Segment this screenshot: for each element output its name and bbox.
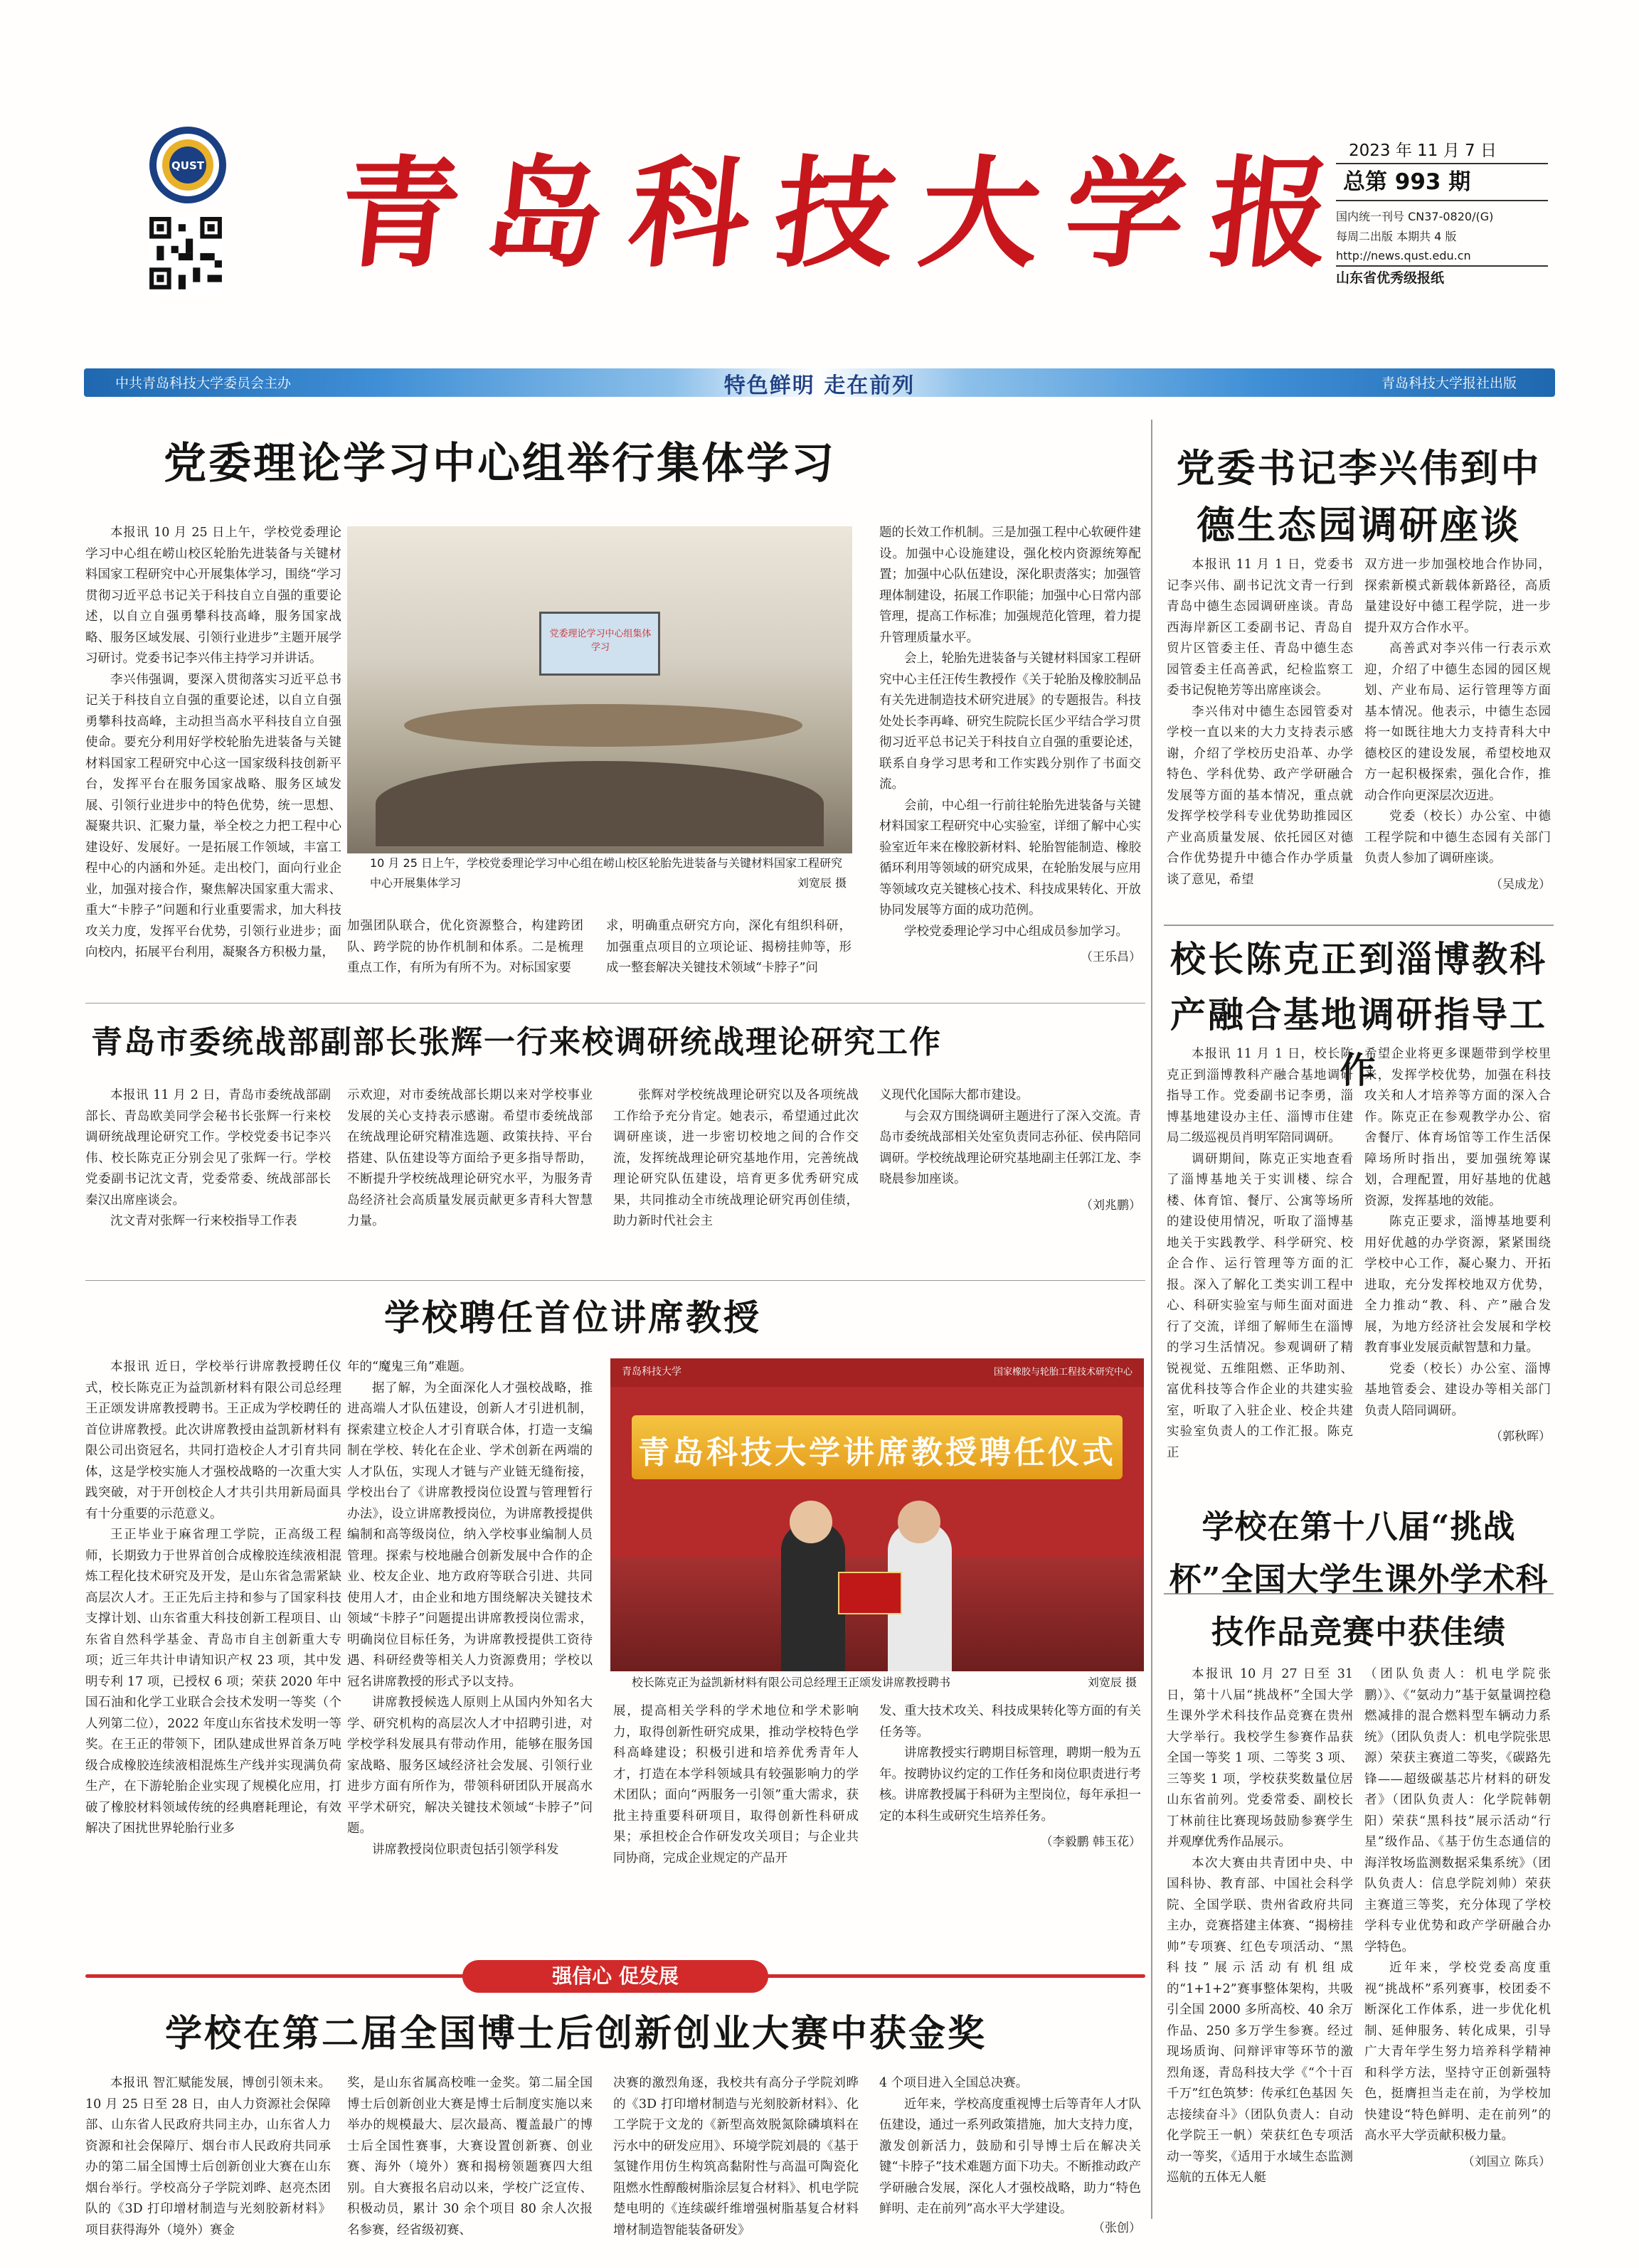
article5-col2: 年的“魔鬼三角”难题。 据了解，为全面深化人才强校战略，推进高端人才队伍建设，创新人才引进机制，探索建立校企人才引育联合体，打造一支编制在学校、转化在企业、学术创新在两端的人才队伍，实现人才链与产业链无缝衔接，学校出台了《讲席教授岗位设置与管理暂行办法》，设立讲席教授岗位，为讲席教授提供编制和高等级岗位，纳入学校事业编制人员管理。探索与校地融合创新发展中合作的企业、校友企业、地方政府等联合引进、共同使用人才，由企业和地方围绕解决关键技术领域“卡脖子”问题提出讲席教授岗位需求，明确岗位目标任务，为讲席教授提供工资待遇、科研经费等相关人力资源费用；学校以冠名讲席教授的形式予以支持。 讲席教授候选人原则上从国内外知名大学、研究机构的高层次人才中招聘引进，对学校学科发展具有带动作用，能够在服务国家战略、服务区域经济社会发展、引领行业进步方面有所作为，带领科研团队开展高水平学术研究，解决关键技术领域“卡脖子”问题。 讲席教授岗位职责包括引领学科发 [347,1360,593,1857]
ceremony-screen-logo: 青岛科技大学 [622,1366,681,1378]
article4-col3: 张辉对学校统战理论研究以及各项统战工作给予充分肯定。她表示，希望通过此次调研座谈，进一步密切校地之间的合作交流，发挥统战理论研究基地作用，完善统战理论研究队伍建设，培育更多优秀研究成果，共同推动全市统战理论研究再创佳绩，助力新时代社会主 [613,1088,859,1228]
issue-info-box [1336,139,1548,324]
article5-col3: 展，提高相关学科的学术地位和学术影响力，取得创新性研究成果，推动学校特色学科高峰建设；积极引进和培养优秀青年人才，打造在本学科领域具有较强影响力的学术团队；面向“两服务一引领”重大需求，获批主持重要科研项目，取得创新性科研成果；承担校企合作研发攻关项目；与企业共同协商，完成企业规定的产品开 [613,1704,859,1865]
ceremony-photo-caption: 校长陈克正为益凯新材料有限公司总经理王正颂发讲席教授聘书 刘宽辰 摄 [632,1673,1137,1693]
photo-credit: 刘宽辰 摄 [1087,1676,1137,1689]
article3-title: 校长陈克正到淄博教科产融合基地调研指导工作 [1170,938,1547,1091]
ceremony-screen-title: 青岛科技大学讲席教授聘任仪式 [638,1434,1116,1471]
ceremony-screen-right: 国家橡胶与轮胎工程技术研究中心 [993,1367,1133,1378]
article2-col1: 本报讯 11 月 1 日，党委书记李兴伟、副书记沈文青一行到青岛中德生态园调研座谈。青岛西海岸新区工委副书记、青岛自贸片区管委主任、青岛中德生态园管委主任高善武，纪检监察工委书记倪艳芳等出席座谈会。 李兴伟对中德生态园管委对学校一直以来的大力支持表示感谢，介绍了学校历史沿革、办学特色、学科优势、政产学研融合发展等方面的基本情况，重点就发挥学校学科专业优势助推园区产业高质量发展、依托园区对德合作优势提升中德合作办学质量谈了意见，希望 [1167,558,1353,887]
issue-date: 2023 年 11 月 7 日 [1349,142,1497,160]
masthead-banner [84,368,1555,397]
article2-title: 党委书记李兴伟到中德生态园调研座谈 [1176,445,1542,548]
article2-signature: （吴成龙） [1490,877,1551,892]
article4-col2: 示欢迎，对市委统战部长期以来对学校事业发展的关心支持表示感谢。希望市委统战部在统战理论研究精准选题、政策扶持、平台搭建、队伍建设等方面给予更多指导帮助，不断提升学校统战理论研究水平，为服务青岛经济社会高质量发展贡献更多青科大智慧力量。 [347,1088,593,1228]
sponsor-text: 中共青岛科技大学委员会主办 [115,376,292,391]
divider [1151,420,1152,2219]
divider [85,1280,1145,1281]
cn-number: 国内统一刊号 CN37-0820/(G) [1336,210,1494,223]
publish-frequency: 每周二出版 本期共 4 版 [1336,230,1457,243]
article3-signature: （郭秋晖） [1490,1430,1551,1444]
article1-signature: （王乐昌） [1081,950,1141,964]
article1-para: 李兴伟强调，要深入贯彻落实习近平总书记关于科技自立自强的重要论述，以自立自强勇攀科技高峰，主动担当高水平科技自立自强使命。要充分利用好学校轮胎先进装备与关键材料国家工程研究中心这一国家级科技创新平台，发挥平台在服务国家战略、服务区域发展、引领行业进步中的特色优势，统一思想、凝聚共识、汇聚力量，举全校之力把工程中心建设好、发展好。一是拓展工作领域，丰富工程中心的内涵和外延。走出校门，面向行业企业，加强对接合作，聚焦解决国家重大需求、重大“卡脖子”问题和行业重要需求，加大科技攻关力度，发挥平台优势，引领行业进步；面向校内，拓展平台利用，凝聚各方积极力量， [85,672,341,959]
issue-number: 总第 993 期 [1336,163,1548,201]
article1-para: 本报讯 10 月 25 日上午，学校党委理论学习中心组在崂山校区轮胎先进装备与关键材料国家工程研究中心开展集体学习，围绕“学习贯彻习近平总书记关于科技自立自强的重要论述，以自立自强勇攀科技高峰，服务国家战略、服务区域发展、引领行业进步”主题开展学习研讨。党委书记李兴伟主持学习并讲话。 [85,526,341,666]
meeting-photo [347,526,852,853]
masthead [0,0,1639,370]
article5-col1: 本报讯 近日，学校举行讲席教授聘任仪式，校长陈克正为益凯新材料有限公司总经理王正颂发讲席教授聘书。王正成为学校聘任的首位讲席教授。此次讲席教授由益凯新材料有限公司出资冠名，共同打造校企人才引育共同体，这是学校实施人才强校战略的一次重大实践突破，对于开创校企人才共引共用新局面具有十分重要的示范意义。 王正毕业于麻省理工学院，正高级工程师，长期致力于世界首创合成橡胶连续液相混炼工程化技术研究及开发，是山东省急需紧缺高层次人才。王正先后主持和参与了国家科技支撑计划、山东省重大科技创新工程项目、山东省自然科学基金、青岛市自主创新重大专项；近三年共计申请知识产权 23 项，其中发明专利 17 项，已授权 6 项；荣获 2020 年中国石油和化学工业联合会技术发明一等奖（个人列第二位），2022 年度山东省技术发明一等奖。在王正的带领下，团队建成世界首条万吨级合成橡胶连续液相混炼生产线并实现满负荷生产，在下游轮胎企业实现了规模化应用，打破了橡胶材料领域传统的经典磨耗理论，有效解决了困扰世界轮胎行业多 [85,1360,341,1836]
article3-col2: 希望企业将更多课题带到学校里来，发挥学校优势，加强在科技攻关和人才培养等方面的深入合作。陈克正在参观教学办公、宿舍餐厅、体育场馆等工作生活保障场所时指出，要加强统筹谋划，合理配置，用好基地的优越资源，发挥基地的效能。 陈克正要求，淄博基地要利用好优越的办学资源，紧紧围绕学校中心工作，凝心聚力、开拓进取，充分发挥校地双方优势，全力推动“教、科、产”融合发展，为地方经济社会发展和学校教育事业发展贡献智慧和力量。 党委（校长）办公室、淄博基地管委会、建设办等相关部门负责人陪同调研。 （郭秋晖） [1364,1044,1551,1755]
photo-credit: 刘宽辰 摄 [797,876,847,890]
article4-signature: （刘兆鹏） [1081,1198,1141,1213]
ceremony-photo [610,1358,1144,1671]
masthead-title: 青岛科技大学报 [332,143,1364,284]
article7-col3: 决赛的激烈角逐，我校共有高分子学院刘晔的《3D 打印增材制造与光刻胶新材料》、化工学院于文龙的《新型高效脱氮除磷填料在污水中的研发应用》、环境学院刘晨的《基于氢键作用仿生构筑高黏附性与高温可陶瓷化阻燃水性醇酸树脂涂层复合材料》、机电学院楚电明的《连续碳纤维增强树脂基复合材料增材制造智能装备研发》 [613,2076,859,2237]
university-seal-icon [148,125,228,205]
ribbon-label: 强信心 促发展 [462,1960,768,1993]
slogan: 特色鲜明 走在前列 [723,373,916,398]
article7-col2: 奖，是山东省属高校唯一金奖。第二届全国博士后创新创业大赛是博士后制度实施以来举办的规模最大、层次最高、覆盖最广的博士后全国性赛事，大赛设置创新赛、创业赛、海外（境外）赛和揭榜领题赛四大组别。自大赛报名启动以来，学校广泛宣传、积极动员，累计 30 余个项目 80 余人次报名参赛，经省级初赛、 [347,2076,593,2237]
article1-title: 党委理论学习中心组举行集体学习 [164,439,836,489]
article7-title: 学校在第二届全国博士后创新创业大赛中获金奖 [165,2012,987,2055]
qr-code-icon [149,217,222,297]
article1-col1 [85,523,341,1170]
article7-col1: 本报讯 智汇赋能发展，博创引领未来。10 月 25 日至 28 日，由人力资源社会保障部、山东省人民政府共同主办，山东省人力资源和社会保障厅、烟台市人民政府共同承办的第二届全国博士后创新创业大赛在山东烟台举行。学校高分子学院刘晔、赵亮杰团队的《3D 打印增材制造与光刻胶新材料》项目获得海外（境外）赛金 [85,2076,331,2237]
article4-title: 青岛市委统战部副部长张辉一行来校调研统战理论研究工作 [91,1024,942,1060]
article2-col2: 双方进一步加强校地合作协同，探索新模式新载体新路径，高质量建设好中德工程学院，进一步提升双方合作水平。 高善武对李兴伟一行表示欢迎，介绍了中德生态园的园区规划、产业布局、运行管理等方面基本情况。他表示，中德生态园将一如既往地大力支持青科大中德校区的建设发展，希望校地双方一起积极探索，强化合作，推动合作向更深层次迈进。 党委（校长）办公室、中德工程学院和中德生态园有关部门负责人参加了调研座谈。 （吴成龙） [1364,555,1551,910]
article4-col4: 义现代化国际大都市建设。 与会双方围绕调研主题进行了深入交流。青岛市委统战部相关处室负责同志孙征、侯冉陪同调研。学校统战理论研究基地副主任郭江龙、李晓晨参加座谈。 （刘兆鹏） [879,1085,1141,1277]
article5-title: 学校聘任首位讲席教授 [384,1297,761,1338]
article4-col1: 本报讯 11 月 2 日，青岛市委统战部副部长、青岛欧美同学会秘书长张辉一行来校调研统战理论研究工作。学校党委书记李兴伟、校长陈克正分别会见了张辉一行。学校党委副书记沈文青，党委常委、统战部部长秦汉出席座谈会。 沈文青对张辉一行来校指导工作表 [85,1088,331,1228]
article6-col2: （团队负责人：机电学院张鹏）》、《“氨动力”基于氨量调控稳燃减排的混合燃料型车辆动力系统》（团队负责人：机电学院张思源）荣获主赛道二等奖，《碳路先锋——超级碳基芯片材料的研发者》（团队负责人：化学院韩朝阳）荣获“黑科技”展示活动“行星”级作品、《基于仿生态通信的海洋牧场监测数据采集系统》（团队负责人：信息学院刘帅）荣获主赛道三等奖，充分体现了学校学科专业优势和政产学研融合办学特色。 近年来，学校党委高度重视“挑战杯”系列赛事，校团委不断深化工作体系，进一步优化机制、延伸服务、转化成果，引导广大青年学生努力培养科学精神和科学方法，坚持守正创新强特色，挺膺担当走在前，为学校加快建设“特色鲜明、走在前列”的高水平大学贡献积极力量。 （刘国立 陈兵） [1364,1664,1551,2219]
article7-signature: （张创） [1093,2220,1141,2235]
article5-col4: 发、重大技术攻关、科技成果转化等方面的有关任务等。 讲席教授实行聘期目标管理，聘期一般为五年。按聘协议约定的工作任务和岗位职责进行考核。讲席教授属于科研为主型岗位，每年承担一定的本科生或研究生培养任务。 （李毅鹏 韩玉花） [879,1701,1141,1950]
meeting-screen-text: 党委理论学习中心组集体学习 [549,629,652,653]
article6-signature: （刘国立 陈兵） [1462,2154,1551,2169]
publisher-text: 青岛科技大学报社出版 [1381,376,1517,391]
website-url: http://news.qust.edu.cn [1336,249,1471,262]
article6-title: 学校在第十八届“挑战杯”全国大学生课外学术科技作品竞赛中获佳绩 [1169,1508,1549,1651]
article6-col1: 本报讯 10 月 27 日至 31 日，第十八届“挑战杯”全国大学生课外学术科技作品竞赛在贵州大学举行。我校学生参赛作品获全国一等奖 1 项、二等奖 3 项、三等奖 1 项，学校获奖数量位居山东省前列。党委常委、副校长丁林前往比赛现场鼓励参赛学生并观摩优秀作品展示。 本次大赛由共青团中央、中国科协、教育部、中国社会科学院、全国学联、贵州省政府共同主办，竞赛搭建主体赛、“揭榜挂帅”专项赛、红色专项活动、“黑科技”展示活动有机组成的“1+1+2”赛事整体架构，共吸引全国 2000 多所高校、40 余万作品、250 多万学生参赛。经过现场质询、问辩评审等环节的激烈角逐，青岛科技大学《“个十百千万”红色筑梦：传承红色基因 矢志接续奋斗》（团队负责人：自动化学院王一帆）荣获红色专项活动一等奖，《适用于水域生态监测巡航的五体无人艇 [1167,1667,1353,2185]
article7-col4: 4 个项目进入全国总决赛。 近年来，学校高度重视博士后等青年人才队伍建设，通过一系列政策措施，加大支持力度，激发创新活力，鼓励和引导博士后在解决关键“卡脖子”技术难题方面下功夫。不断推动政产学研融合发展，深化人才强校战略，助力“特色鲜明、走在前列”高水平大学建设。 （张创） [879,2073,1141,2230]
article1-col3: 求，明确重点研究方向，深化有组织科研，加强重点项目的立项论证、揭榜挂帅等，形成一整套解决关键技术领域“卡脖子”问 [606,919,852,975]
logo-text: QUST [171,159,204,172]
divider [1164,925,1554,926]
award-text: 山东省优秀级报纸 [1336,265,1548,288]
article1-col4: 题的长效工作机制。三是加强工程中心软硬件建设。加强中心设施建设，强化校内资源统筹配置；加强中心队伍建设，深化职责落实；加强管理体制建设，拓展工作职能；加强中心日常内部管理，提高工作标准；加强规范化管理，着力提升管理质量水平。 会上，轮胎先进装备与关键材料国家工程研究中心主任汪传生教授作《关于轮胎及橡胶制品有关先进制造技术研究进展》的专题报告。科技处处长李再峰、研究生院院长匡少平结合学习贯彻习近平总书记关于科技自立自强的重要论述，联系自身学习思考和工作实践分别作了书面交流。 会前，中心组一行前往轮胎先进装备与关键材料国家工程研究中心实验室，详细了解中心实验室近年来在橡胶新材料、轮胎智能制造、橡胶循环利用等领域的研究成果，在轮胎发展与应用等领域攻克关键核心技术、科技成果转化、开放协同发展等方面的成功范例。 学校党委理论学习中心组成员参加学习。 （王乐昌） [879,523,1141,1170]
article5-signature: （李毅鹏 韩玉花） [1040,1835,1141,1849]
section-ribbon [85,1956,1145,1998]
article3-col1: 本报讯 11 月 1 日，校长陈克正到淄博教科产融合基地调研指导工作。党委副书记李勇，淄博基地建设办主任、淄博市住建局二级巡视员肖明军陪同调研。 调研期间，陈克正实地查看了淄博基地关于实训楼、综合楼、体育馆、餐厅、公寓等场所的建设使用情况，听取了淄博基地关于实践教学、科学研究、校企合作、运行管理等方面的汇报。深入了解化工类实训工程中心、科研实验室与师生面对面进行了交流，详细了解师生在淄博的学习生活情况。参观调研了精锐视觉、五维阻燃、正华助剂、富优科技等合作企业的共建实验室，听取了入驻企业、校企共建实验室负责人的工作汇报。陈克正 [1167,1047,1353,1460]
meeting-photo-caption: 10 月 25 日上午，学校党委理论学习中心组在崂山校区轮胎先进装备与关键材料国家工程研究中心开展集体学习 刘宽辰 摄 [370,853,847,893]
article1-col2: 加强团队联合，优化资源整合，构建跨团队、跨学院的协作机制和体系。二是梳理重点工作，有所为有所不为。对标国家要 [347,919,583,975]
